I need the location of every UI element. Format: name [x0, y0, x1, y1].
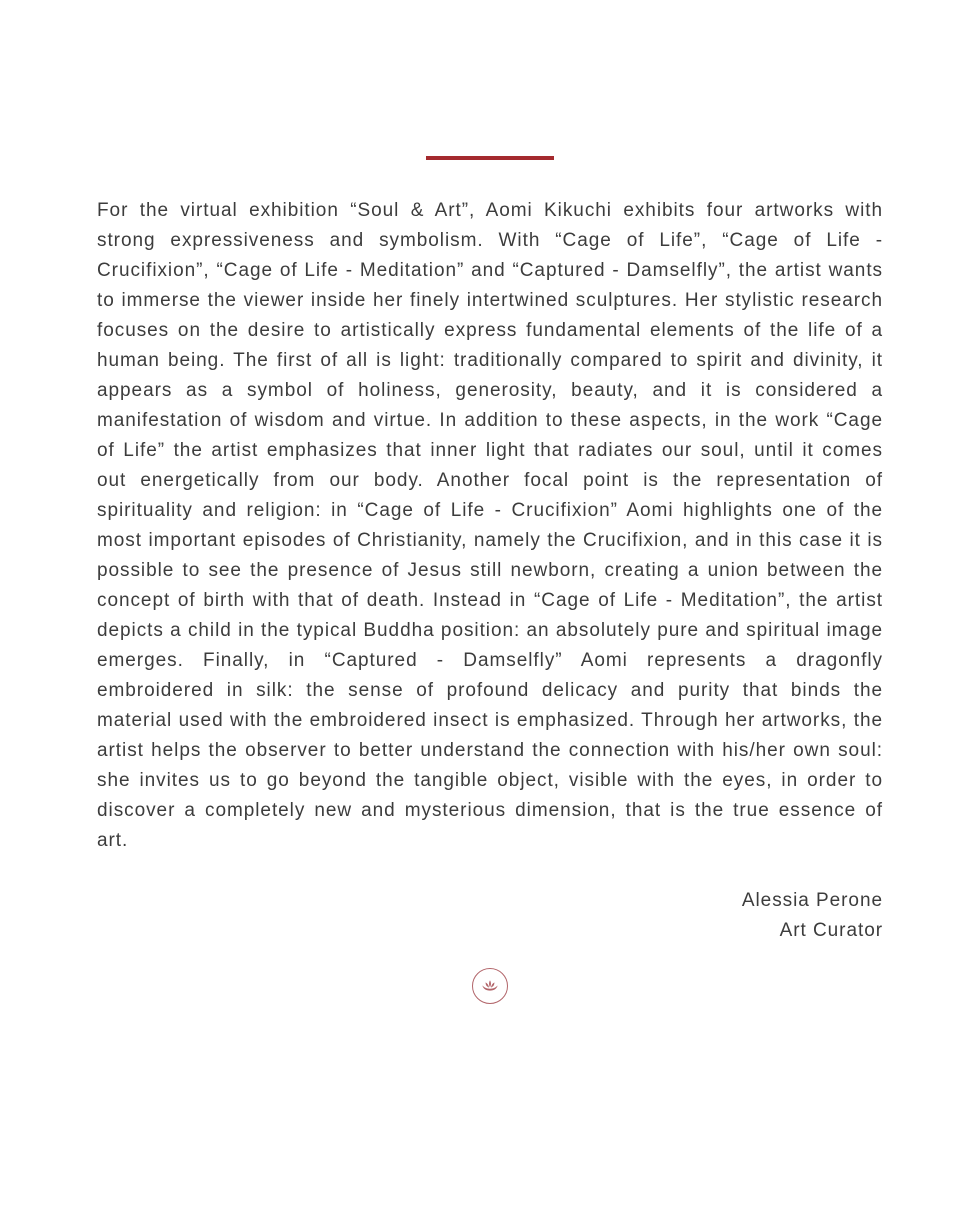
seal-container [97, 968, 883, 1004]
signature-name: Alessia Perone [741, 890, 883, 911]
article-content [97, 196, 883, 1004]
top-divider [426, 156, 554, 160]
signature-block [97, 886, 883, 946]
signature-title: Art Curator [779, 920, 883, 941]
exhibition-text: For the virtual exhibition “Soul & Art”, Aomi Kikuchi exhibits four artworks with strong expressiveness and symbolism. With “Cage of Life”, “Cage of Life - Crucifixion”, “Cage of Life - Meditation” and “Captured - Damselfly”, the artist wants to immerse the viewer inside her finely intertwined sculptures. Her stylistic research focuses on the desire to artistically express fundamental elements of the life of a human being. The first of all is light: traditionally compared to spirit and divinity, it appears as a symbol of holiness, generosity, beauty, and it is considered a manifestation of wisdom and virtue. In addition to these aspects, in the work “Cage of Life” the artist emphasizes that inner light that radiates our soul, until it comes out energetically from our body. Another focal point is the representation of spirituality and religion: in “Cage of Life - Crucifixion” Aomi highlights one of the most important episodes of Christianity, namely the Crucifixion, and in this case it is possible to see the presence of Jesus still newborn, creating a union between the concept of birth with that of death. Instead in “Cage of Life - Meditation”, the artist depicts a child in the typical Buddha position: an absolutely pure and spiritual image emerges. Finally, in “Captured - Damselfly” Aomi represents a dragonfly embroidered in silk: the sense of profound delicacy and purity that binds the material used with the embroidered insect is emphasized. Through her artworks, the artist helps the observer to better understand the connection with his/her own soul: she invites us to go beyond the tangible object, visible with the eyes, in order to discover a completely new and mysterious dimension, that is the true essence of art. [97, 200, 883, 851]
lotus-icon [472, 968, 508, 1004]
